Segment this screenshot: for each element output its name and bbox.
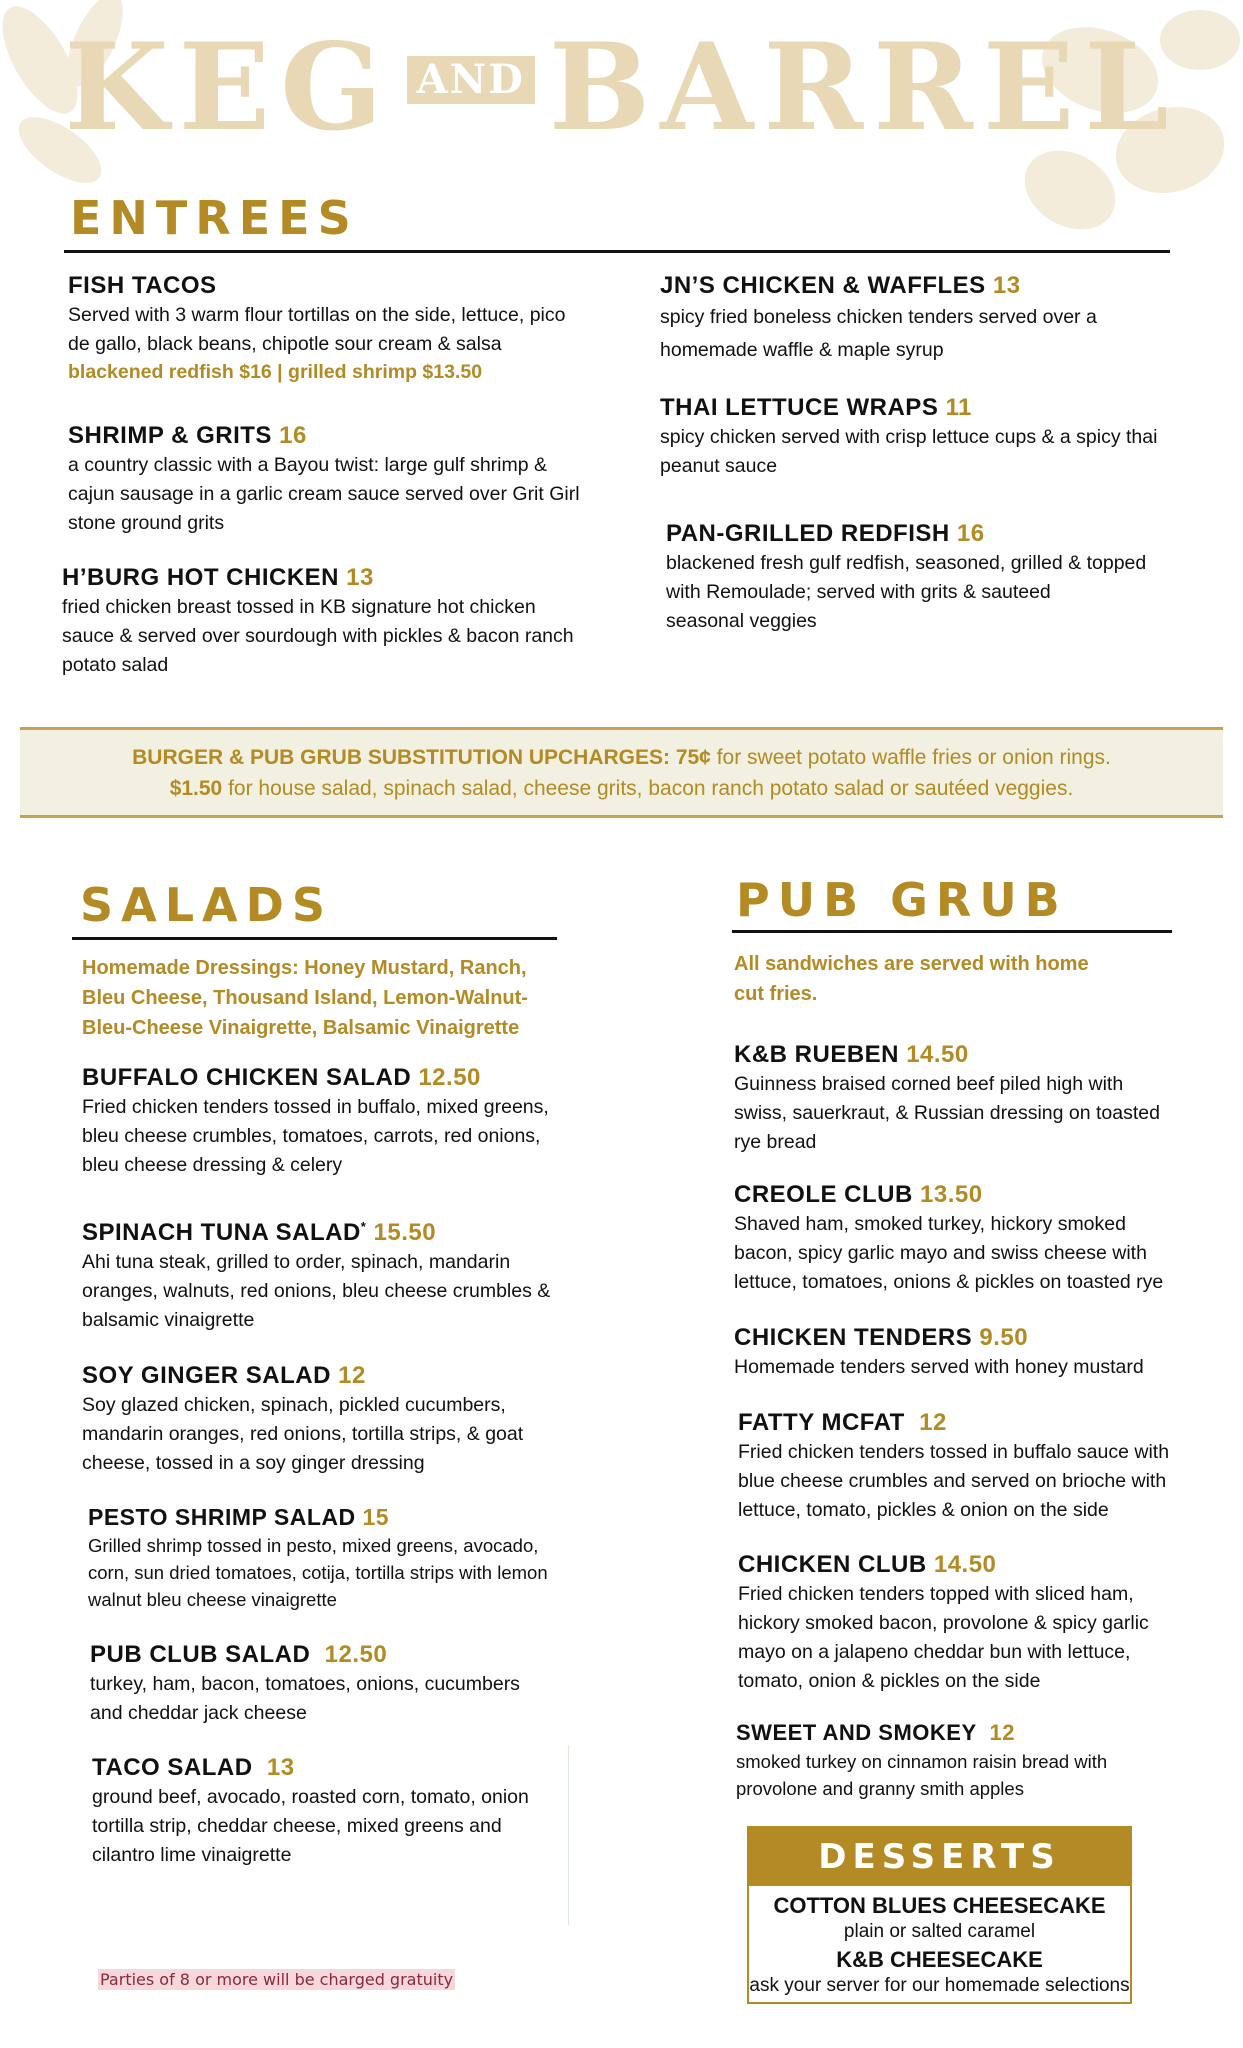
menu-item [660, 393, 1190, 481]
pubgrub-intro: All sandwiches are served with home cut fries. [734, 953, 1089, 1005]
brand-word-barrel: BARREL [548, 17, 1179, 158]
item-name: BUFFALO CHICKEN SALAD [82, 1064, 412, 1091]
gratuity-note: Parties of 8 or more will be charged gratuity [100, 1970, 454, 1989]
brand-logo [0, 17, 1243, 158]
pubgrub-heading: PUB GRUB [736, 873, 1068, 927]
item-price: 15.50 [373, 1219, 437, 1246]
dessert-desc: plain or salted caramel [843, 1921, 1036, 1942]
item-desc: a country classic with a Bayou twist: large gulf shrimp & cajun sausage in a garlic cream sauce served over Grit Girl stone ground grits [68, 454, 580, 534]
dessert-desc: ask your server for our homemade selections [749, 1975, 1130, 1996]
item-desc: Homemade tenders served with honey mustard [734, 1356, 1144, 1378]
dessert-name: K&B CHEESECAKE [836, 1947, 1043, 1972]
item-name: PESTO SHRIMP SALAD [88, 1504, 356, 1530]
menu-item [68, 421, 628, 538]
menu-item [738, 1408, 1218, 1525]
item-name: CREOLE CLUB [734, 1181, 913, 1208]
banner-line1-bold: BURGER & PUB GRUB SUBSTITUTION UPCHARGES: 75¢ [132, 746, 711, 769]
item-name: SOY GINGER SALAD [82, 1362, 331, 1389]
item-desc: blackened fresh gulf redfish, seasoned, grilled & topped with Remoulade; served with grits & sauteed seasonal veggies [666, 552, 1147, 632]
item-asterisk: * [360, 1219, 367, 1234]
item-desc: Ahi tuna steak, grilled to order, spinach, mandarin oranges, walnuts, red onions, bleu cheese crumbles & balsamic vinaigrette [82, 1251, 551, 1331]
item-price: 12.50 [418, 1064, 481, 1091]
item-desc: spicy chicken served with crisp lettuce cups & a spicy thai peanut sauce [660, 426, 1158, 477]
salads-heading: SALADS [80, 878, 333, 932]
item-name: FISH TACOS [68, 272, 217, 299]
item-name: SHRIMP & GRITS [68, 422, 272, 449]
item-desc: smoked turkey on cinnamon raisin bread with provolone and granny smith apples [736, 1751, 1108, 1799]
item-name: FATTY MCFAT [738, 1409, 905, 1436]
item-desc: Fried chicken tenders topped with sliced ham, hickory smoked bacon, provolone & spicy garlic mayo on a jalapeno cheddar bun with lettuce, tomato, onion & pickles on the side [738, 1583, 1149, 1692]
pubgrub-rule [732, 930, 1172, 933]
menu-item [82, 1063, 602, 1180]
item-price-note: blackened redfish $16 | grilled shrimp $13.50 [68, 361, 483, 383]
banner-line2-bold: $1.50 [169, 777, 223, 800]
banner-line2-rest: for house salad, spinach salad, cheese grits, bacon ranch potato salad or sautéed veggies. [222, 777, 1074, 800]
menu-item [734, 1180, 1214, 1297]
menu-item [736, 1718, 1216, 1802]
item-name: PAN-GRILLED REDFISH [666, 520, 950, 547]
item-name: CHICKEN CLUB [738, 1551, 927, 1578]
item-price: 12 [919, 1409, 947, 1436]
item-desc: Shaved ham, smoked turkey, hickory smoked bacon, spicy garlic mayo and swiss cheese with lettuce, tomatoes, onions & pickles on toasted rye [734, 1213, 1164, 1293]
desserts-box [747, 1826, 1132, 2004]
item-desc: Fried chicken tenders tossed in buffalo sauce with blue cheese crumbles and served on brioche with lettuce, tomato, pickles & onion on the side [738, 1441, 1170, 1521]
item-name: H’BURG HOT CHICKEN [62, 564, 339, 591]
menu-item [82, 1361, 602, 1478]
item-price: 13 [992, 272, 1021, 299]
item-price: 13 [346, 564, 374, 591]
item-name: SPINACH TUNA SALAD [82, 1219, 361, 1246]
item-desc: Served with 3 warm flour tortillas on the side, lettuce, pico de gallo, black beans, chipotle sour cream & salsa [68, 304, 566, 355]
menu-item [88, 1502, 608, 1613]
item-desc: ground beef, avocado, roasted corn, tomato, onion tortilla strip, cheddar cheese, mixed greens and cilantro lime vinaigrette [92, 1786, 529, 1866]
menu-item [734, 1040, 1214, 1157]
item-price: 15 [362, 1504, 390, 1530]
menu-item [734, 1323, 1214, 1382]
brand-word-and: AND [407, 56, 535, 104]
item-price: 13.50 [920, 1181, 983, 1208]
entrees-heading: ENTREES [70, 191, 359, 245]
item-price: 12.50 [324, 1641, 388, 1668]
column-guide-line [568, 1745, 569, 1925]
item-price: 13 [266, 1754, 295, 1781]
item-name: TACO SALAD [92, 1754, 253, 1781]
item-desc: Guinness braised corned beef piled high with swiss, sauerkraut, & Russian dressing on toasted rye bread [734, 1073, 1160, 1153]
item-desc: Grilled shrimp tossed in pesto, mixed greens, avocado, corn, sun dried tomatoes, cotija, tortilla strips with lemon walnut bleu cheese vinaigrette [88, 1535, 548, 1610]
menu-item [92, 1753, 612, 1870]
item-name: PUB CLUB SALAD [90, 1641, 311, 1668]
item-name: JN’S CHICKEN & WAFFLES [660, 272, 986, 299]
salads-rule [72, 937, 557, 940]
item-price: 16 [956, 520, 985, 547]
item-price: 9.50 [979, 1324, 1029, 1351]
menu-item [82, 1212, 602, 1335]
item-price: 16 [279, 422, 307, 449]
item-price: 12 [338, 1362, 366, 1389]
item-desc: Soy glazed chicken, spinach, pickled cucumbers, mandarin oranges, red onions, tortilla strips, & goat cheese, tossed in a soy ginger dressing [82, 1394, 524, 1474]
salads-dressings-intro: Homemade Dressings: Honey Mustard, Ranch, Bleu Cheese, Thousand Island, Lemon-Walnut- Bleu-Cheese Vinaigrette, Balsamic Vinaigrette [82, 957, 528, 1039]
item-price: 11 [945, 394, 972, 421]
item-name: K&B RUEBEN [734, 1041, 900, 1068]
item-price: 14.50 [906, 1041, 969, 1068]
item-name: SWEET AND SMOKEY [736, 1720, 977, 1745]
item-desc: spicy fried boneless chicken tenders served over a homemade waffle & maple syrup [660, 306, 1097, 361]
desserts-heading: DESSERTS [749, 1828, 1130, 1886]
item-price: 14.50 [933, 1551, 997, 1578]
menu-item [660, 271, 1190, 367]
item-price: 12 [989, 1720, 1015, 1745]
menu-item [738, 1550, 1218, 1696]
dessert-name: COTTON BLUES CHEESECAKE [773, 1893, 1106, 1918]
menu-item [90, 1640, 610, 1728]
menu-item [666, 519, 1196, 636]
entrees-rule [64, 250, 1170, 253]
item-desc: fried chicken breast tossed in KB signature hot chicken sauce & served over sourdough with pickles & bacon ranch potato salad [62, 596, 574, 676]
item-name: CHICKEN TENDERS [734, 1324, 973, 1351]
menu-item [68, 271, 628, 386]
brand-word-keg: KEG [64, 17, 393, 158]
menu-item [62, 563, 632, 680]
substitution-banner [20, 727, 1223, 818]
item-name: THAI LETTUCE WRAPS [660, 394, 939, 421]
item-desc: turkey, ham, bacon, tomatoes, onions, cucumbers and cheddar jack cheese [90, 1673, 520, 1724]
banner-line1-rest: for sweet potato waffle fries or onion rings. [710, 746, 1111, 769]
item-desc: Fried chicken tenders tossed in buffalo, mixed greens, bleu cheese crumbles, tomatoes, carrots, red onions, bleu cheese dressing & celery [82, 1096, 549, 1176]
